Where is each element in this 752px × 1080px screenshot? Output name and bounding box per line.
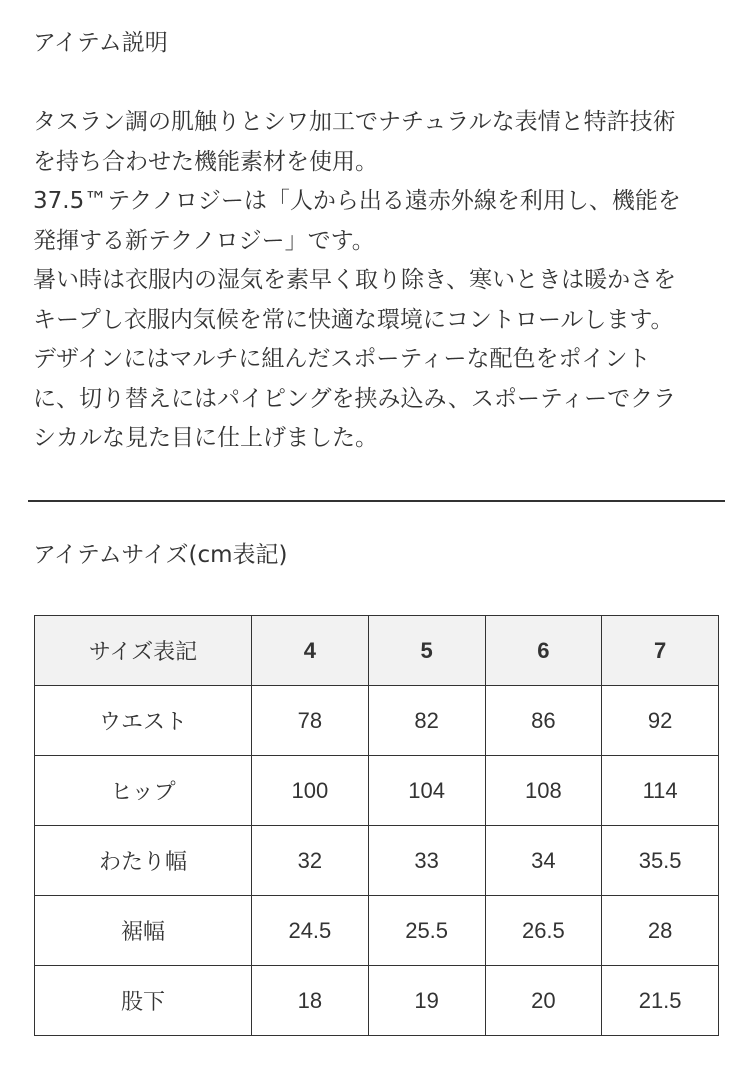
description-line: 発揮する新テクノロジー」です。: [33, 227, 375, 254]
table-row: [35, 756, 719, 826]
size-table: [34, 615, 719, 1036]
table-row: [35, 966, 719, 1036]
table-cell: 100: [252, 756, 369, 826]
table-row: [35, 686, 719, 756]
row-label-hem-width: 裾幅: [35, 896, 252, 966]
description-line: 暑い時は衣服内の湿気を素早く取り除き、寒いときは暖かさを: [33, 267, 677, 293]
size-header-cell: 4: [252, 616, 369, 686]
table-cell: 32: [252, 826, 369, 896]
table-cell: 92: [602, 686, 719, 756]
table-cell: 20: [485, 966, 602, 1036]
table-cell: 114: [602, 756, 719, 826]
table-cell: 86: [485, 686, 602, 756]
table-cell: 34: [485, 826, 602, 896]
table-cell: 35.5: [602, 826, 719, 896]
table-cell: 78: [252, 686, 369, 756]
size-header-label: サイズ表記: [35, 616, 252, 686]
size-table-header-row: [35, 616, 719, 686]
item-size-title: アイテムサイズ(cm表記): [33, 542, 288, 568]
table-cell: 33: [368, 826, 485, 896]
item-description-title: アイテム説明: [33, 30, 168, 56]
description-line: 37.5™テクノロジーは「人から出る遠赤外線を利用し、機能を: [33, 188, 681, 214]
description-line: シカルな見た目に仕上げました。: [33, 425, 378, 451]
table-cell: 18: [252, 966, 369, 1036]
table-cell: 25.5: [368, 896, 485, 966]
size-header-cell: 6: [485, 616, 602, 686]
table-cell: 108: [485, 756, 602, 826]
row-label-waist: ウエスト: [35, 686, 252, 756]
section-divider: [28, 500, 725, 502]
table-cell: 24.5: [252, 896, 369, 966]
table-cell: 19: [368, 966, 485, 1036]
description-line: デザインにはマルチに組んだスポーティーな配色をポイント: [33, 346, 651, 372]
item-description-text: [33, 103, 723, 459]
row-label-thigh-width: わたり幅: [35, 826, 252, 896]
description-line: キープし衣服内気候を常に快適な環境にコントロールします。: [33, 306, 674, 333]
table-row: [35, 896, 719, 966]
size-header-cell: 5: [368, 616, 485, 686]
row-label-hip: ヒップ: [35, 756, 252, 826]
table-cell: 21.5: [602, 966, 719, 1036]
table-cell: 26.5: [485, 896, 602, 966]
table-row: [35, 826, 719, 896]
table-cell: 104: [368, 756, 485, 826]
description-line: に、切り替えにはパイピングを挟み込み、スポーティーでクラ: [33, 385, 677, 412]
table-cell: 28: [602, 896, 719, 966]
size-header-cell: 7: [602, 616, 719, 686]
description-line: を持ち合わせた機能素材を使用。: [33, 148, 378, 175]
table-cell: 82: [368, 686, 485, 756]
description-line: タスラン調の肌触りとシワ加工でナチュラルな表情と特許技術: [33, 109, 676, 135]
row-label-inseam: 股下: [35, 966, 252, 1036]
